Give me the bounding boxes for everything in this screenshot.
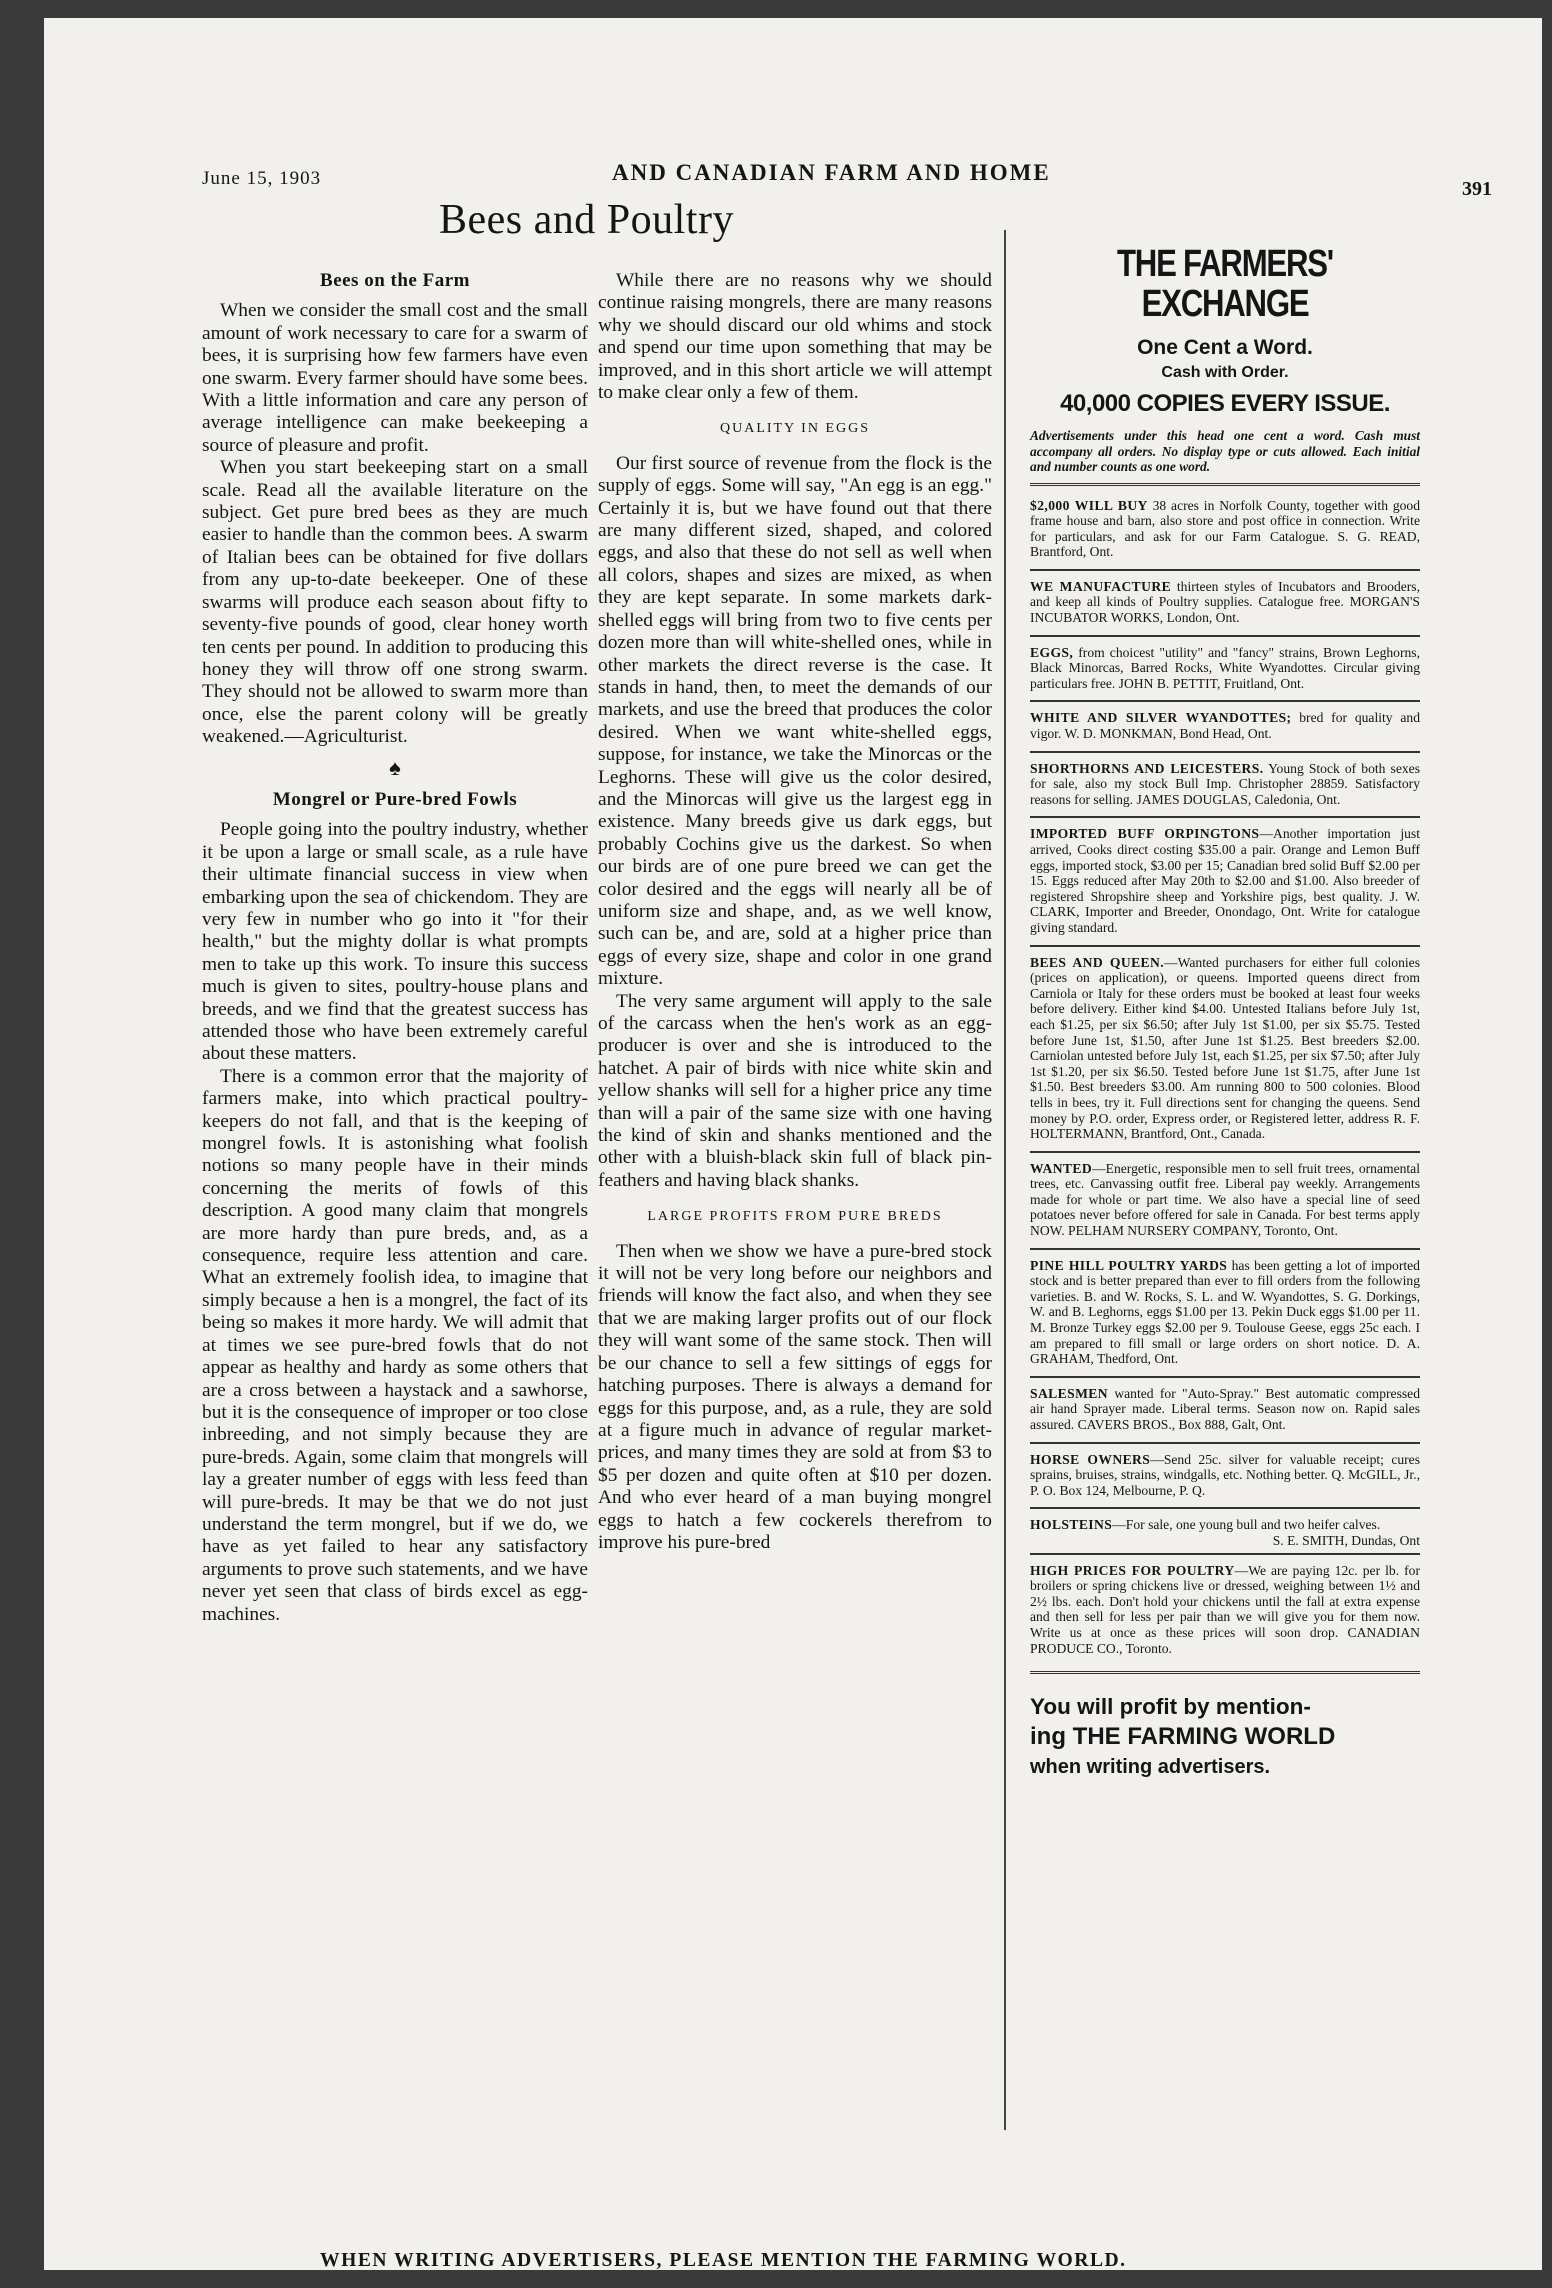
ad-text: bred for quality and vigor. W. D. MONKMAN, Bond Head, Ont. xyxy=(1030,710,1420,742)
ad-text: wanted for "Auto-Spray." Best automatic compressed air hand Sprayer made. Liberal terms. Season now on. Rapid sales assured. CAVERS BROS., Box 888, Galt, Ont. xyxy=(1030,1385,1420,1432)
ad-text: 38 acres in Norfolk County, together with good frame house and barn, also store and post office in connection. Write for particulars, and ask for our Farm Catalogue. S. G. READ, Brantford, Ont. xyxy=(1030,497,1421,560)
ad-lead: WANTED xyxy=(1030,1160,1093,1176)
ad-lead: PINE HILL POULTRY YARDS xyxy=(1030,1257,1228,1273)
page-header xyxy=(202,150,1502,200)
classified-ad xyxy=(1030,1376,1420,1442)
article-paragraph: Then when we show we have a pure-bred stock it will not be very long before our neighbors and friends will know the fact also, and when they see that we are making larger profits out of our flock they will want some of the same stock. Then will be our chance to sell a few sittings of eggs for hatching purposes. There is always a demand for eggs for this purpose, and, as a rule, they are sold at a figure much in advance of regular market-prices, and many times they are sold at from $3 to $5 per dozen and quite often at $10 per dozen. And who ever heard of a man buying mongrel eggs to hatch a few cockerels therefrom to improve his pure-bred xyxy=(598,1240,992,1553)
promo-line: when writing advertisers. xyxy=(1030,1756,1271,1779)
header-title: AND CANADIAN FARM AND HOME xyxy=(612,160,1051,185)
classified-ad xyxy=(1030,1151,1420,1248)
ad-lead: WHITE AND SILVER WYANDOTTES; xyxy=(1030,710,1292,726)
ad-text: —Energetic, responsible men to sell fruit trees, ornamental trees, etc. Canvassing outfit free. Liberal pay weekly. Arrangements made for whole or part time. We also have a special line of seed potatoes never before offered for sale in Canada. For best terms apply NOW. PELHAM NURSERY COMPANY, Toronto, Ont. xyxy=(1030,1160,1420,1239)
farmers-exchange-column xyxy=(1030,230,1420,1782)
promo-box xyxy=(1030,1671,1420,1782)
article-title-bees: Bees on the Farm xyxy=(320,270,470,291)
ad-text: thirteen styles of Incubators and Brooders, and keep all kinds of Poultry supplies. Catalogue free. MORGAN'S INCUBATOR WORKS, London, Ont. xyxy=(1030,578,1420,626)
ad-text: from choicest "utility" and "fancy" strains, Brown Leghorns, Black Minorcas, Barred Rocks, White Wyandottes. Circular giving particulars free. JOHN B. PETTIT, Fruitland, Ont. xyxy=(1030,644,1420,691)
article-paragraph: When we consider the small cost and the small amount of work necessary to care for a swarm of bees, it is surprising how few farmers have even one swarm. Every farmer should have some bees. With a little information and care any person of average intelligence can make beekeeping a source of pleasure and profit. xyxy=(202,300,588,456)
classified-ad xyxy=(1030,635,1420,701)
article-paragraph: While there are no reasons why we should continue raising mongrels, there are many reasons why we should discard our old whims and stock and spend our time upon something that may be improved, and in this short article we will attempt to make clear only a few of them. xyxy=(598,270,992,404)
exchange-rate: One Cent a Word. xyxy=(1137,336,1313,359)
ad-text: —For sale, one young bull and two heifer calves. xyxy=(1112,1517,1381,1533)
ad-lead: HORSE OWNERS xyxy=(1030,1451,1151,1467)
page-footer: WHEN WRITING ADVERTISERS, PLEASE MENTION THE FARMING WORLD. xyxy=(320,2250,1127,2270)
ad-text: —Send 25c. silver for valuable receipt; cures sprains, bruises, strains, windgalls, etc. Nothing better. Q. McGILL, Jr., P. O. Box 124, Melbourne, P. Q. xyxy=(1030,1451,1421,1498)
ad-lead: WE MANUFACTURE xyxy=(1030,578,1172,594)
subhead-large-profits: LARGE PROFITS FROM PURE BREDS xyxy=(647,1209,943,1225)
ad-lead: EGGS, xyxy=(1030,644,1074,660)
section-separator: ♠ xyxy=(389,754,401,780)
page-number: 391 xyxy=(1462,178,1492,200)
article-paragraph: There is a common error that the majority of farmers make, into which practical poultry-keepers do not fall, and that is the keeping of mongrel fowls. It is astonishing what foolish notions so many people have in their minds concerning the merits of fowls of this description. A good many claim that mongrels are more hardy than pure breds, and, as a consequence, require less attention and care. What an extremely foolish idea, to imagine that simply because a hen is a mongrel, the fact of its being so makes it more hardy. We will admit that at times we see pure-bred fowls that do not appear as healthy and hardy as some others that are a cross between a haystack and a sawhorse, but it is the consequence of improper or too close inbreeding, and not simply because they are pure-breds. Again, some claim that mongrels will lay a greater number of eggs with less feed than will pure-breds. It may be that we do not just understand the term mongrel, but if we do, we have as yet failed to hear any satisfactory arguments to prove such statements, and we have never yet seen that class of birds excel as egg-machines. xyxy=(202,1065,588,1625)
ad-lead: BEES AND QUEEN. xyxy=(1030,954,1165,970)
classified-ad xyxy=(1030,1507,1420,1552)
newspaper-page xyxy=(44,18,1542,2270)
classified-ad xyxy=(1030,1553,1420,1666)
ad-text: —We are paying 12c. per lb. for broilers or spring chickens live or dressed, weighing between 1½ and 2½ lbs. each. Don't hold your chickens until the fall at extra expense and then sell for less per pair than we will give you for them now. Write us at once as these prices will soon drop. CANADIAN PRODUCE CO., Toronto. xyxy=(1030,1562,1420,1656)
exchange-circulation: 40,000 COPIES EVERY ISSUE. xyxy=(1060,390,1390,417)
promo-line: ing THE FARMING WORLD xyxy=(1030,1723,1336,1751)
ad-signature: S. E. SMITH, Dundas, Ont xyxy=(1272,1532,1420,1548)
ad-lead: HIGH PRICES FOR POULTRY xyxy=(1030,1562,1235,1578)
article-column-1 xyxy=(202,270,588,1626)
section-title: Bees and Poultry xyxy=(439,197,734,243)
article-paragraph: Our first source of revenue from the flock is the supply of eggs. Some will say, "An egg is an egg." Certainly it is, but we have found out that there are many different sized, shaped, and colored eggs, and also that these do not sell as well when all colors, shapes and sizes are mixed, as when they are kept separate. In some markets dark-shelled eggs will bring from two to five cents per dozen more than will white-shelled ones, while in other markets the direct reverse is the case. It stands in hand, then, to meet the demands of our markets, and use the breed that produces the color desired. When we want white-shelled eggs, suppose, for instance, we take the Minorcas or the Leghorns. These will give us the color desired, and the Minorcas will give us the largest egg in existence. Many breeds give us dark eggs, but probably Cochins give us the darkest. So when our birds are of one pure breed we can get the color desired and the eggs will nearly all be of uniform size and shape, and, as we well know, such can be, and are, sold at a higher price than eggs of every size, shape and color in one grand mixture. xyxy=(598,452,992,990)
classified-ad xyxy=(1030,816,1420,944)
classified-ad xyxy=(1030,751,1420,817)
ad-lead: HOLSTEINS xyxy=(1030,1517,1113,1533)
article-title-mongrel: Mongrel or Pure-bred Fowls xyxy=(272,788,518,810)
ad-text: —Another importation just arrived, Cooks direct costing $35.00 a pair. Orange and Lemon Buff eggs, imported stock, $3.00 per 15; Canadian bred solid Buff $2.00 per 15. Eggs reduced after May 20th to $2.00 and $1.00. Also breeder of registered Shropshire sheep and Yorkshire pigs, best quality. J. W. CLARK, Importer and Breeder, Onondago, Ont. Write for catalogue giving standard. xyxy=(1030,826,1420,935)
article-column-2 xyxy=(598,270,992,1554)
classified-ad xyxy=(1030,1248,1420,1376)
classified-ad xyxy=(1030,700,1420,750)
column-divider xyxy=(1004,230,1006,2130)
ad-text: has been getting a lot of imported stock and is better prepared than ever to fill orders from the following varieties. B. and W. Rocks, S. L. and W. Wyandottes, S. G. Dorkings, W. and B. Leghorns, eggs $1.00 per 13. Pekin Duck eggs $1.00 per 11. M. Bronze Turkey eggs $2.00 per 9. Toulouse Geese, eggs 25c each. I am prepared to fill small or large orders on short notice. D. A. GRAHAM, Thedford, Ont. xyxy=(1030,1257,1420,1367)
article-paragraph: People going into the poultry industry, whether it be upon a large or small scale, as a rule have their ultimate financial success in view when embarking upon the sea of chickendom. They are very few in number who go into it "for their health," but the mighty dollar is what prompts men to take up this work. To insure this success much is given to sites, poultry-house plans and breeds, and we find that the greatest success has attended those who have been extremely careful about these matters. xyxy=(202,819,588,1065)
classified-ad xyxy=(1030,945,1420,1151)
classified-ad xyxy=(1030,483,1420,569)
promo-line: You will profit by mention- xyxy=(1030,1694,1311,1720)
ad-lead: SALESMEN xyxy=(1030,1385,1108,1401)
ad-lead: IMPORTED BUFF ORPINGTONS xyxy=(1030,826,1260,842)
classified-ad xyxy=(1030,1442,1420,1508)
subhead-quality-in-eggs: QUALITY IN EGGS xyxy=(719,421,871,437)
header-date: June 15, 1903 xyxy=(202,168,322,189)
article-paragraph: When you start beekeeping start on a small scale. Read all the available literature on the subject. Get pure bred bees as they are much easier to handle than the common bees. A swarm of Italian bees can be obtained for five dollars from any up-to-date beekeeper. One of these swarms will produce each season about fifty to seventy-five pounds of good, clear honey worth ten cents per pound. In addition to producing this honey they will throw off one strong swarm. They should not be allowed to swarm more than once, else the parent colony will be greatly weakened.—Agriculturist. xyxy=(202,457,588,748)
article-paragraph: The very same argument will apply to the sale of the carcass when the hen's work as an egg-producer is over and she is introduced to the hatchet. A pair of birds with nice white skin and yellow shanks will sell for a higher price any time than will a pair of the same size with one having the kind of skin and shanks mentioned and the other with a bluish-black skin full of black pin-feathers and having black shanks. xyxy=(598,990,992,1191)
ad-lead: $2,000 WILL BUY xyxy=(1030,497,1148,513)
exchange-title: THE FARMERS' EXCHANGE xyxy=(1117,243,1333,325)
ad-text: Young Stock of both sexes for sale, also my stock Bull Imp. Christopher 28859. Satisfactory reasons for selling. JAMES DOUGLAS, Caledonia, Ont. xyxy=(1030,760,1420,807)
ad-text: —Wanted purchasers for either full colonies (prices on application), or queens. Imported queens direct from Carniola or Italy for these orders must be booked at least four weeks before delivery. Either kind $4.00. Untested Italians before July 1st, each $1.25, per six $6.50; after July 1st $1.00, per six $5.75. Tested before June 1st, $1.50, after June 1st $1.25. Best breeders $2.00. Carniolan untested before July 1st, each $1.25, per six $7.50; after July 1st $1.20, per six $6.50. Tested before June 1st $1.75, after June 1st $1.50. Best breeders $3.00. Am running 800 to 500 colonies. Blood tells in bees, try it. Full directions sent for changing the queens. Send money by P.O. order, Express order, or Registered letter, address R. F. HOLTERMANN, Brantford, Ont., Canada. xyxy=(1030,954,1420,1142)
ad-lead: SHORTHORNS AND LEICESTERS. xyxy=(1030,760,1264,776)
exchange-note: Advertisements under this head one cent a word. Cash must accompany all orders. No display type or cuts allowed. Each initial and number counts as one word. xyxy=(1030,428,1420,474)
exchange-cash: Cash with Order. xyxy=(1161,364,1289,381)
classified-ad xyxy=(1030,569,1420,635)
